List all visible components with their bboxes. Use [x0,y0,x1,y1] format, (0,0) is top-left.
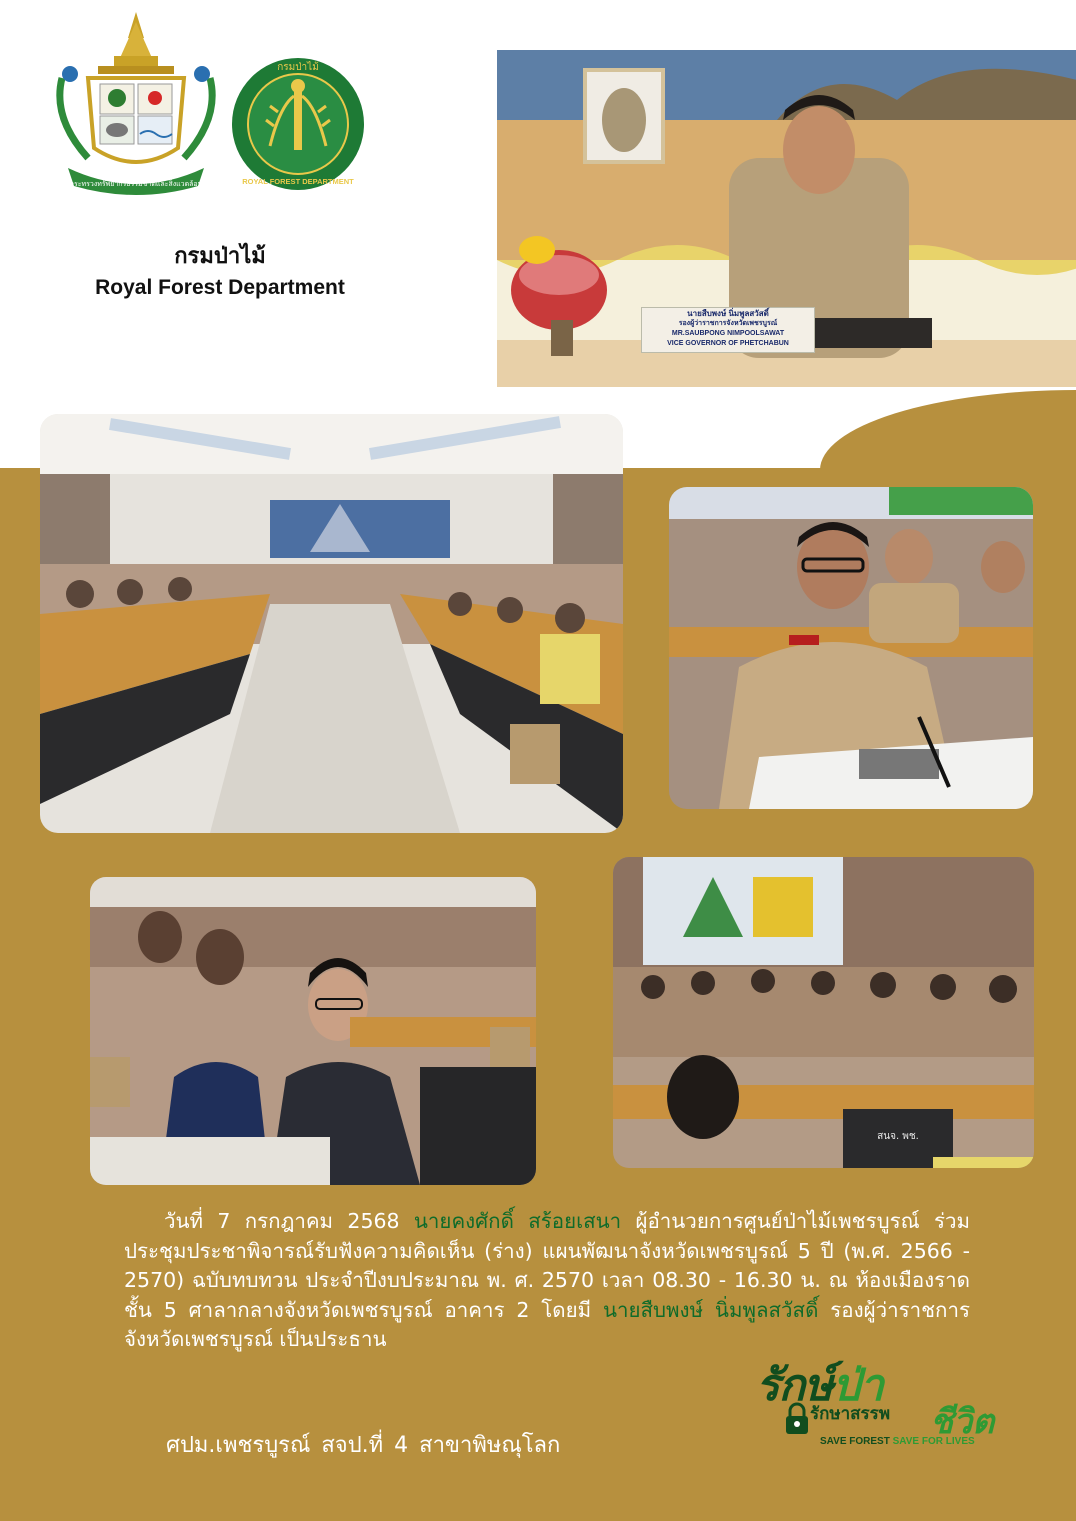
nameplate-title-english: VICE GOVERNOR OF PHETCHABUN [667,340,789,347]
nameplate-title-thai: รองผู้ว่าราชการจังหวัดเพชรบูรณ์ [678,320,778,327]
footer-credit: ศปม.เพชรบูรณ์ สจป.ที่ 4 สาขาพิษณุโลก [166,1433,561,1458]
caption-part-1: วันที่ 7 กรกฎาคม 2568 [164,1209,414,1233]
lock-icon [784,1402,810,1436]
photo-officer-writing [669,487,1033,809]
caption-part-2: ผู้อำนวยการศูนย์ป่าไม้เพชรบูรณ์ ร่วมประชุมประชาพิจารณ์รับฟังความคิดเห็น (ร่าง) แผนพัฒนาจังหวัดเพชรบูรณ์ 5 ปี (พ.ศ. 2566 - 2570) ฉบับทบทวน ประจำปีงบประมาณ พ. ศ. 2570 เวลา 08.30 - 16.30 น. ณ ห้องเมืองราด ชั้น 5 ศาลากลางจังหวัดเพชรบูรณ์ อาคาร 2 โดยมี [124,1209,970,1322]
desk-sign: สนจ. พช. [877,1131,919,1142]
news-caption [124,1207,970,1355]
seal-text-bottom: ROYAL FOREST DEPARTMENT [242,177,354,186]
caption-person-director: นายคงศักดิ์ สร้อยเสนา [413,1209,622,1233]
nameplate-name-thai: นายสืบพงษ์ นิ่มพูลสวัสดิ์ [687,309,769,318]
nameplate-name-english: MR.SAUBPONG NIMPOOLSAWAT [671,330,785,337]
crest-text: กระทรวงทรัพยากรธรรมชาติและสิ่งแวดล้อม [69,180,203,188]
campaign-title-a: รักษ์ [756,1360,833,1411]
campaign-subtitle: รักษาสรรพ [810,1404,891,1424]
campaign-tagline [820,1436,975,1447]
caption-paragraph [124,1207,970,1355]
vice-governor-nameplate [641,307,815,353]
campaign-tag-a: SAVE FOREST [820,1436,890,1447]
campaign-tag-b: SAVE FOR LIVES [892,1436,975,1447]
ministry-crest-logo [48,8,224,198]
photo-presentation-room [613,857,1034,1168]
campaign-life-word: ชีวิต [930,1402,995,1442]
campaign-title-b: ป่า [832,1360,883,1411]
caption-person-vice-governor: นายสืบพงษ์ นิ่มพูลสวัสดิ์ [602,1297,819,1322]
photo-attendees-row [90,877,536,1185]
photo-meeting-hall [40,414,623,833]
org-name-thai: กรมป่าไม้ [174,244,266,269]
save-forest-campaign-logo [750,1350,1030,1470]
seal-text-top: กรมป่าไม้ [277,62,319,73]
org-name-english: Royal Forest Department [95,276,345,299]
gold-background-curve [820,390,1076,470]
royal-forest-department-seal [230,56,366,192]
caption-part-3: รองผู้ว่าราชการจังหวัดเพชรบูรณ์ เป็นประธาน [124,1297,970,1352]
